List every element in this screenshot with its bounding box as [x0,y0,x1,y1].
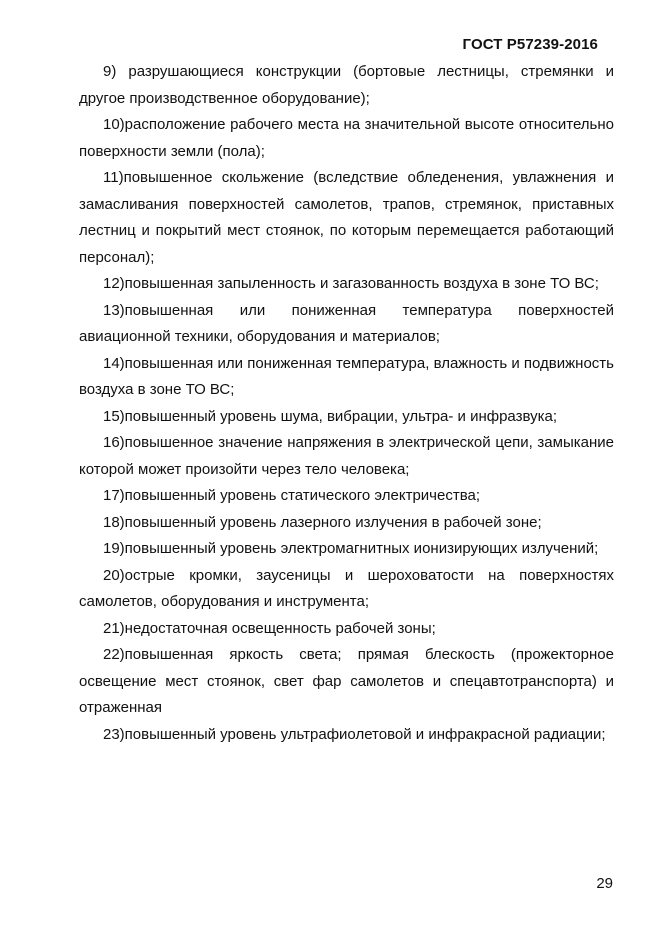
list-item-9: 9) разрушающиеся конструкции (бортовые лестницы, стремянки и другое производственное оборудование); [79,63,614,107]
document-code-header: ГОСТ Р57239-2016 [462,36,598,53]
list-item-22: 22)повышенная яркость света; прямая блескость (прожекторное освещение мест стоянок, свет фар самолетов и спецавтотранспорта) и отраженная [79,646,614,716]
list-item-16: 16)повышенное значение напряжения в электрической цепи, замыкание которой может произойти через тело человека; [79,434,614,478]
hazard-factor-list [79,59,614,748]
list-item-19: 19)повышенный уровень электромагнитных ионизирующих излучений; [103,540,599,557]
list-item-18: 18)повышенный уровень лазерного излучения в рабочей зоне; [103,513,542,531]
list-item-23: 23)повышенный уровень ультрафиолетовой и инфракрасной радиации; [103,725,606,743]
list-item-14: 14)повышенная или пониженная температура, влажность и подвижность воздуха в зоне ТО ВС; [79,354,614,398]
list-item-15: 15)повышенный уровень шума, вибрации, ультра- и инфразвука; [103,407,558,425]
list-item-11: 11)повышенное скольжение (вследствие обледенения, увлажнения и замасливания поверхностей самолетов, трапов, стремянок, приставных лестниц и покрытий мест стоянок, по которым перемещается работающий персонал); [79,169,614,266]
list-item-12: 12)повышенная запыленность и загазованность воздуха в зоне ТО ВС; [103,275,599,292]
list-item-13: 13)повышенная или пониженная температура поверхностей авиационной техники, оборудования и материалов; [79,301,614,345]
page-number: 29 [596,875,613,892]
list-item-20: 20)острые кромки, заусеницы и шероховатости на поверхностях самолетов, оборудования и инструмента; [79,566,614,610]
list-item-17: 17)повышенный уровень статического электричества; [103,487,481,504]
list-item-10: 10)расположение рабочего места на значительной высоте относительно поверхности земли (пола); [79,116,614,160]
list-item-21: 21)недостаточная освещенность рабочей зоны; [103,619,436,637]
